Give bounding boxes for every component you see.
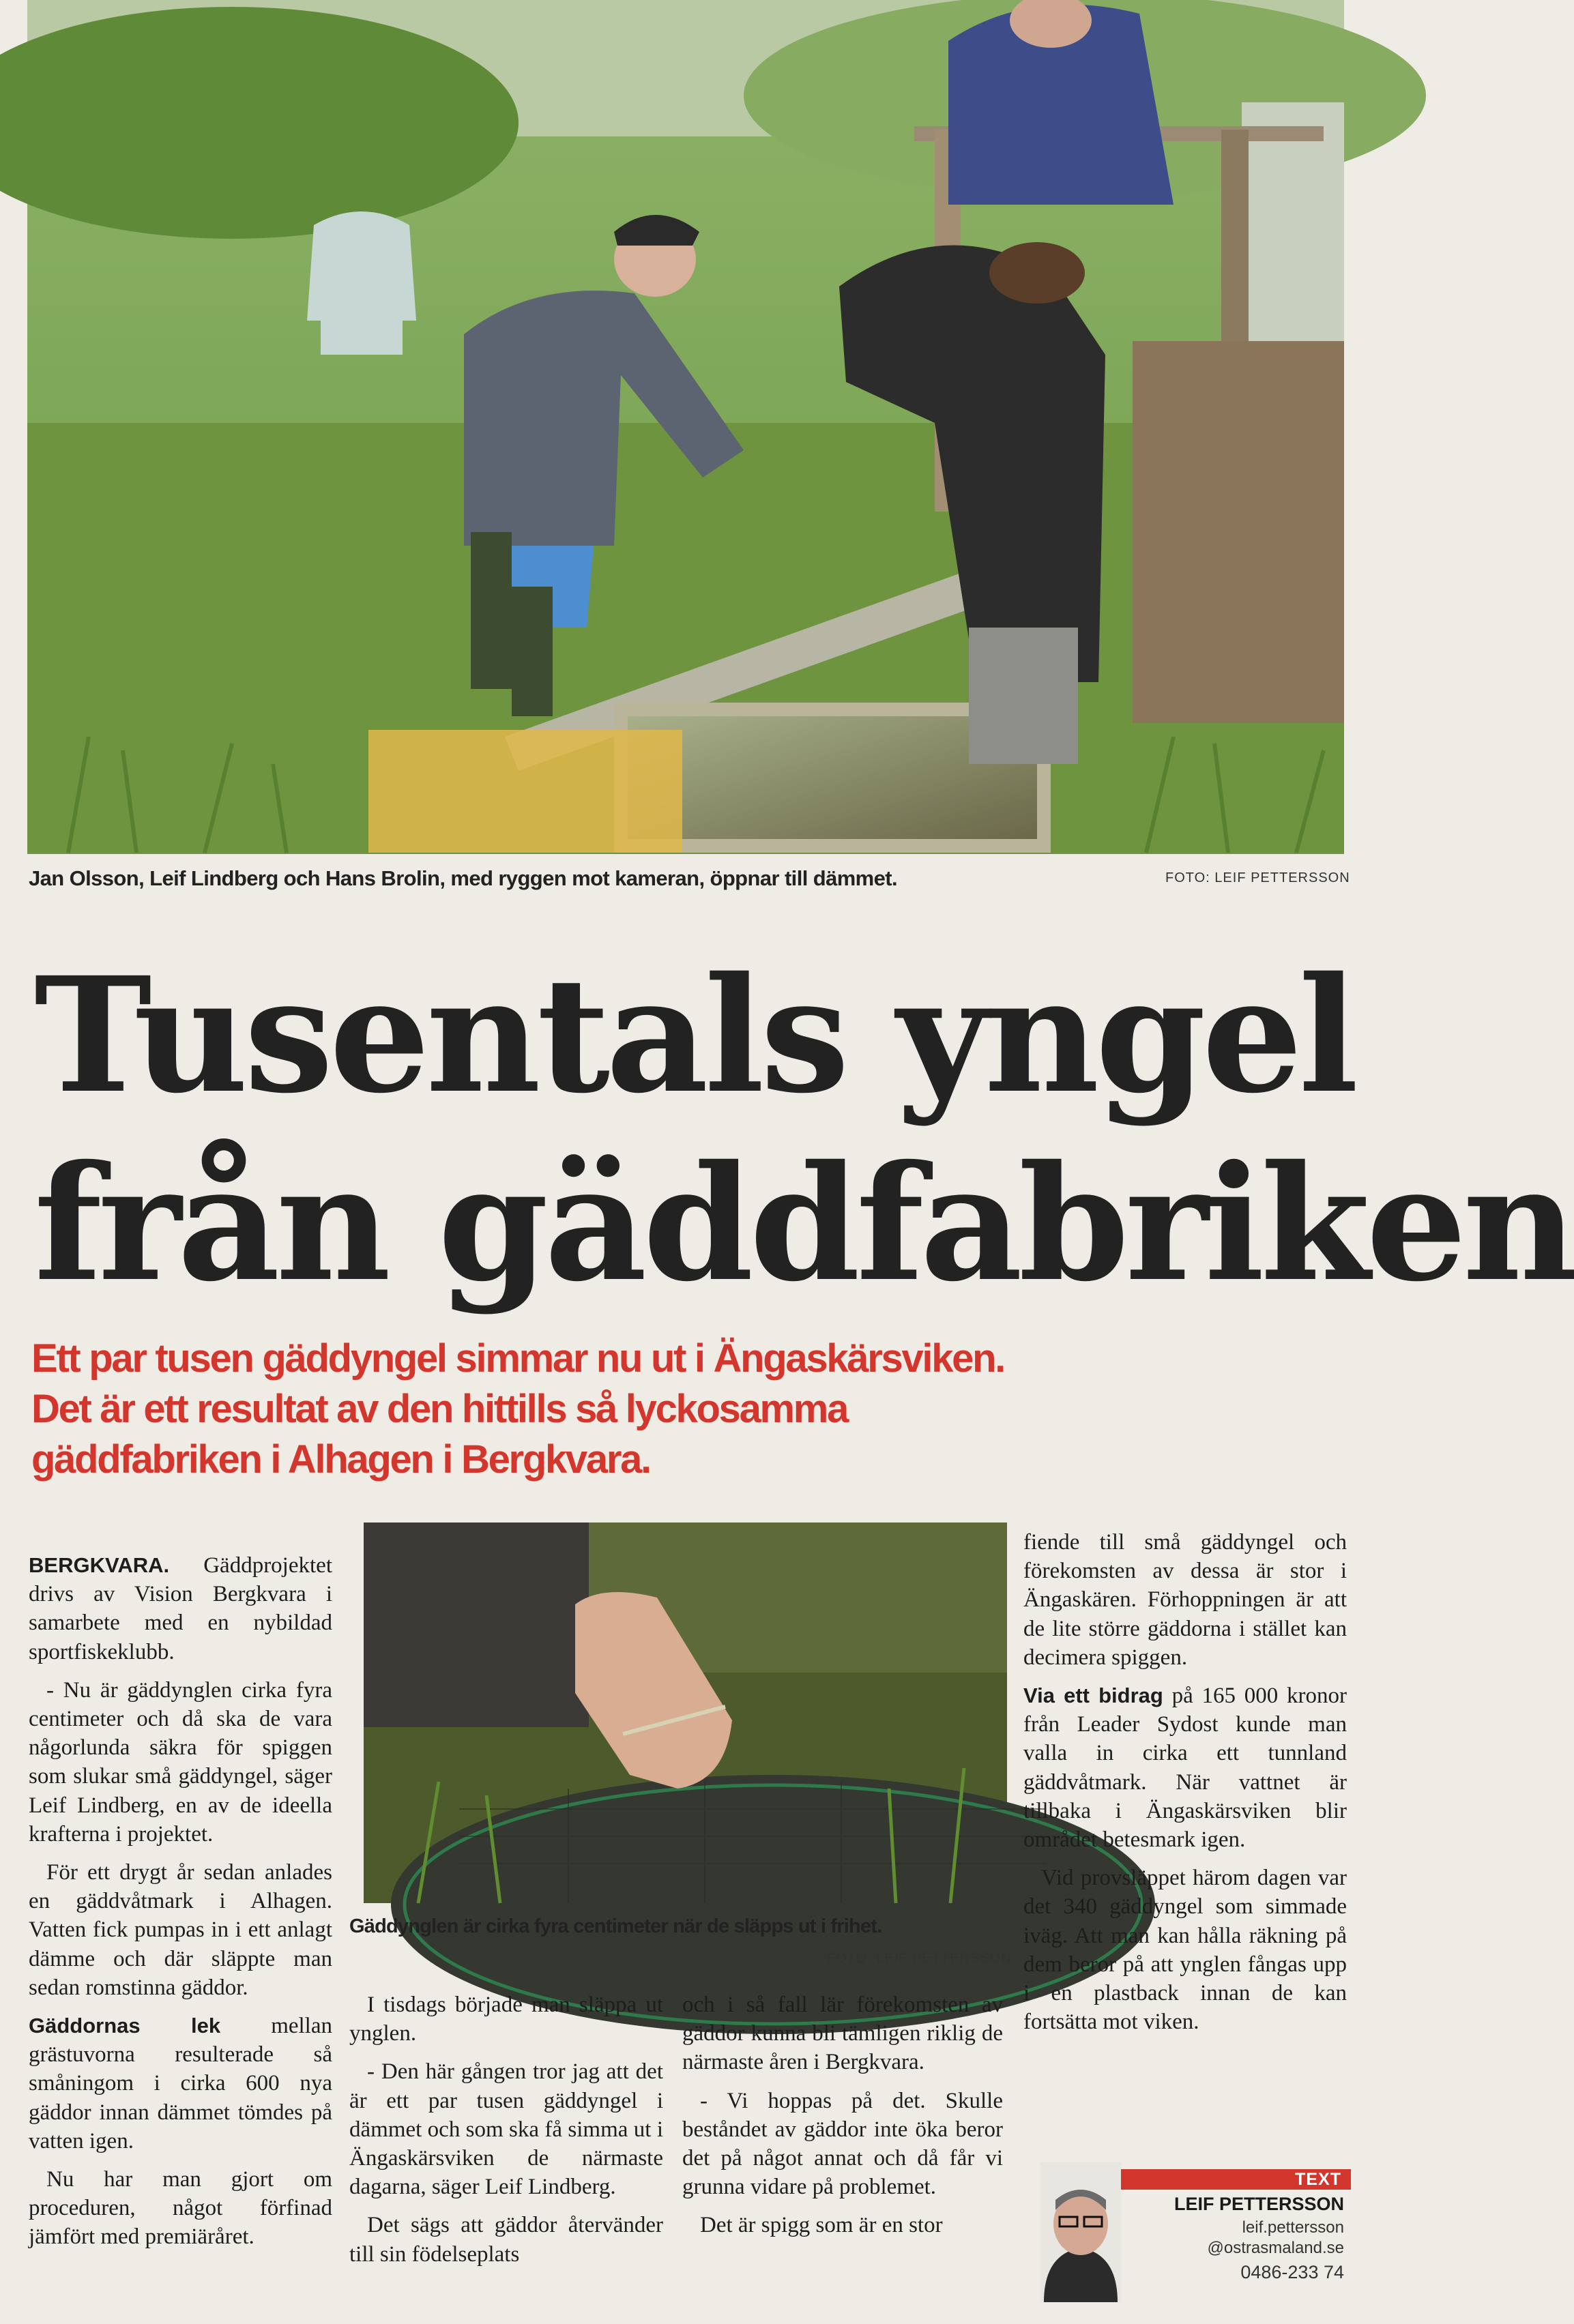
- inset-photo: [364, 1523, 1007, 1903]
- top-photo-credit: FOTO: LEIF PETTERSSON: [1165, 870, 1350, 885]
- paragraph: Det är spigg som är en stor: [700, 2213, 943, 2238]
- paragraph: I tisdags började man släppa ut ynglen.: [349, 1992, 663, 2046]
- inset-photo-caption: Gäddynglen är cirka fyra centimeter när de släpps ut i frihet.: [349, 1915, 882, 1937]
- paragraph: - Nu är gäddynglen cirka fyra centimeter och då ska de vara någorlunda säkra för spiggen som slukar små gäddyngel, säger Leif Lindberg, en av de ideella krafterna i projektet.: [29, 1677, 332, 1847]
- article-column-2: [349, 1990, 663, 2278]
- article-column-4: [1023, 1528, 1347, 2046]
- paragraph: Det sägs att gäddor återvänder till sin födelseplats: [349, 2213, 663, 2267]
- dateline: BERGKVARA.: [29, 1553, 170, 1577]
- byline-tag: TEXT: [1121, 2169, 1351, 2190]
- article-column-1: [29, 1551, 332, 2261]
- paragraph: För ett drygt år sedan anlades en gäddvåtmark i Alhagen. Vatten fick pumpas in i ett anlagt dämme och där släppte man sedan romstinna gäddor.: [29, 1860, 332, 2000]
- paragraph: - Den här gången tror jag att det är ett par tusen gäddyngel i dämmet och som ska få simma ut i Ängaskärsviken de närmaste dagarna, säger Leif Lindberg.: [349, 2059, 663, 2200]
- paragraph: mellan grästuvorna resulterade så småningom i cirka 600 nya gäddor innan dämmet tömdes på vatten igen.: [29, 2014, 332, 2153]
- paragraph: på 165 000 kronor från Leader Sydost kunde man valla in cirka ett tunnland gäddvåtmark. När vattnet är tillbaka i Ängaskärsviken blir området betesmark igen.: [1023, 1683, 1347, 1853]
- author-phone: 0486-233 74: [1240, 2262, 1344, 2282]
- paragraph: Nu har man gjort om proceduren, något förfinad jämfört med premiäråret.: [29, 2167, 332, 2250]
- headline-line-1: Tusentals yngel: [34, 942, 1355, 1128]
- paragraph: - Vi hoppas på det. Skulle beståndet av gäddor inte öka beror det på något annat och då får vi grunna vidare på problemet.: [682, 2088, 1003, 2200]
- top-photo-caption: Jan Olsson, Leif Lindberg och Hans Brolin, med ryggen mot kameran, öppnar till dämmet.: [29, 866, 898, 890]
- author-byline: [1040, 2162, 1351, 2302]
- author-email-2: @ostrasmaland.se: [1207, 2239, 1344, 2257]
- paragraph: och i så fall lär förekomsten av gäddor kunna bli tämligen riklig de närmaste åren i Bergkvara.: [682, 1992, 1003, 2075]
- ingress-line-3: gäddfabriken i Alhagen i Bergkvara.: [31, 1437, 650, 1482]
- headline-line-2: från gäddfabriken: [34, 1130, 1574, 1317]
- paragraph: Vid provsläppet härom dagen var det 340 gäddyngel som simmade iväg. Att man kan hålla räkning på dem beror på att ynglen fångas upp i en plastback innan de kan fortsätta mot viken.: [1023, 1866, 1347, 2035]
- ingress-line-2: Det är ett resultat av den hittills så lyckosamma: [31, 1387, 848, 1431]
- ingress-line-1: Ett par tusen gäddyngel simmar nu ut i Ängaskärsviken.: [31, 1336, 1005, 1381]
- author-name: LEIF PETTERSSON: [1174, 2194, 1344, 2214]
- subhead-lead: Via ett bidrag: [1023, 1683, 1163, 1708]
- article-column-3: [682, 1990, 1003, 2250]
- inset-photo-credit: FOTO: LEIF PETTERSSON: [827, 1951, 1012, 1966]
- avatar: [1040, 2162, 1121, 2302]
- author-email-1: leif.pettersson: [1242, 2218, 1344, 2237]
- paragraph: fiende till små gäddyngel och förekomsten av dessa är stor i Ängaskären. Förhoppningen är att de lite större gäddorna i stället kan decimera spiggen.: [1023, 1530, 1347, 1670]
- subhead-lead: Gäddornas lek: [29, 2014, 221, 2038]
- top-photo: [27, 0, 1344, 854]
- headline: [34, 941, 1574, 1318]
- paragraph: Gäddprojektet drivs av Vision Bergkvara i samarbete med en nybildad sportfiskeklubb.: [29, 1553, 332, 1664]
- ingress: [31, 1334, 1328, 1485]
